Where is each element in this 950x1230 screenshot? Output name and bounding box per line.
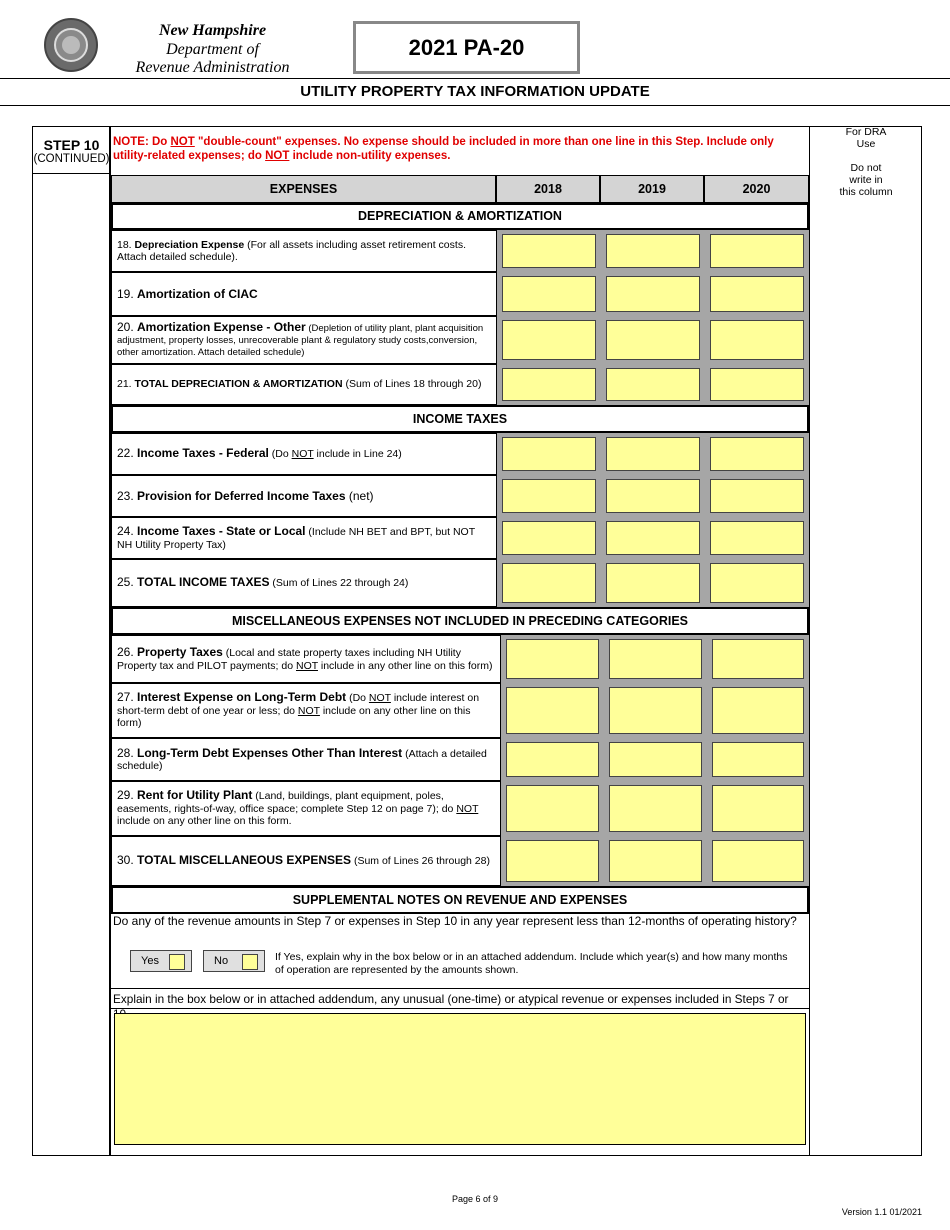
column-header-2020: 2020 [704,175,809,203]
explain-instruction: Explain in the box below or in attached addendum, any unusual (one-time) or atypical revenue or expenses included in Steps 7 or [113,992,789,1006]
line-23-title: Provision for Deferred Income Taxes [137,488,346,503]
line-26-title: Property Taxes [137,645,223,659]
line-26-2019-field[interactable] [604,635,707,683]
line-27-desc-c: include on any other line on this form) [117,704,471,730]
line-19-2019-field[interactable] [601,272,705,316]
step-label [32,126,111,174]
section-depreciation-amortization: DEPRECIATION & AMORTIZATION [111,203,809,230]
double-count-note [113,135,803,163]
line-21-num: 21. [117,378,135,391]
dra-line-2: Use [856,138,876,150]
line-22-title: Income Taxes - Federal [137,446,269,461]
line-26-not: NOT [295,659,318,672]
line-30-num: 30. [117,853,138,868]
line-29-desc-a: (Land, buildings, plant equipment, poles, easements, rights-of-way, office space; complete Step 12 on page 7); do [117,790,457,815]
line-18-num: 18. [117,238,135,251]
agency-line-1: New Hampshire [158,22,267,39]
line-20-title: Amortization Expense - Other [137,320,306,334]
line-26-num: 26. [117,645,138,659]
line-24-2019-field[interactable] [601,517,705,559]
yes-explanation-note: If Yes, explain why in the box below or in an attached addendum. Include which year(s) and how many months of operation are represented by the amounts shown. [275,951,788,976]
nh-seal-logo [44,18,98,72]
line-20-2020-field[interactable] [705,316,809,364]
line-22-2020-field[interactable] [705,433,809,475]
line-28-title: Long-Term Debt Expenses Other Than Interest [137,745,403,760]
line-23-2019-field[interactable] [601,475,705,517]
line-21-desc: (Sum of Lines 18 through 20) [342,378,482,391]
line-24-title: Income Taxes - State or Local [137,524,306,538]
line-22-desc-a: (Do [268,448,292,461]
line-30-desc: (Sum of Lines 26 through 28) [351,855,490,868]
no-label: No [214,955,229,967]
no-box[interactable] [242,954,258,970]
line-29-2020-field[interactable] [707,781,809,836]
line-28-desc: (Attach a detailed schedule) [117,747,487,772]
line-19-2018-field[interactable] [497,272,601,316]
line-24-desc: (Include NH BET and BPT, but NOT NH Utility Property Tax) [117,526,475,551]
line-18-label [111,230,497,272]
line-30-2020-field[interactable] [707,836,809,886]
supp-divider-2 [111,1008,809,1009]
section-supplemental-notes: SUPPLEMENTAL NOTES ON REVENUE AND EXPENSES [111,886,809,914]
line-27-desc-a: (Do [346,692,369,705]
line-24-num: 24. [117,524,138,538]
line-23-num: 23. [117,488,138,503]
line-29-desc-b: include on any other line on this form. [117,815,292,828]
line-24-2018-field[interactable] [497,517,601,559]
note-not-1: NOT [170,136,195,148]
line-18-2019-field[interactable] [601,230,705,272]
line-28-num: 28. [117,745,138,760]
line-18-title: Depreciation Expense [134,238,245,251]
version-label: Version 1.1 01/2021 [841,1207,922,1217]
line-26-desc-b: include in any other line on this form) [317,659,493,672]
line-25-desc: (Sum of Lines 22 through 24) [269,577,409,590]
yes-label: Yes [141,955,159,967]
note-text-2: "double-count" expenses. No expense should be included in more than one line in this Step. Include only utility-related expenses; do [113,136,774,162]
line-29-label [111,781,501,836]
line-28-2020-field[interactable] [707,738,809,781]
explanation-textarea[interactable] [114,1013,806,1145]
line-22-2018-field[interactable] [497,433,601,475]
line-20-2018-field[interactable] [497,316,601,364]
supp-divider [111,988,809,989]
line-22-num: 22. [117,446,138,461]
line-27-not-2: NOT [297,704,320,717]
line-27-not: NOT [368,692,391,705]
header-rule-top [0,78,950,79]
column-header-expenses: EXPENSES [111,175,496,203]
line-25-2019-field[interactable] [601,559,705,607]
line-19-title: Amortization of CIAC [137,286,258,301]
step-continued: (CONTINUED) [33,153,110,165]
dra-use-label [810,126,922,198]
line-27-label [111,683,501,738]
line-21-2019-field[interactable] [601,364,705,405]
line-21-title: TOTAL DEPRECIATION & AMORTIZATION [134,378,343,391]
note-text-3: include non-utility expenses. [289,150,451,162]
line-27-num: 27. [117,690,138,705]
line-23-label [111,475,497,517]
line-30-label [111,836,501,886]
line-23-desc: (net) [345,488,374,503]
yes-box[interactable] [169,954,185,970]
line-19-2020-field[interactable] [705,272,809,316]
line-19-label [111,272,497,316]
line-25-num: 25. [117,575,138,590]
agency-line-3: Revenue Administration [135,59,290,76]
page-title: UTILITY PROPERTY TAX INFORMATION UPDATE [300,83,650,100]
step-number: STEP 10 [43,137,100,153]
line-20-desc: (Depletion of utility plant, plant acquisition adjustment, property losses, unrecoverable plant & regulatory study costs,conversion, other amortization. Attach detailed schedule) [117,323,484,358]
line-25-label [111,559,497,607]
note-text-1: NOTE: Do [113,136,171,148]
line-29-2019-field[interactable] [604,781,707,836]
line-18-2020-field[interactable] [705,230,809,272]
agency-name [110,22,315,78]
section-misc-expenses: MISCELLANEOUS EXPENSES NOT INCLUDED IN PRECEDING CATEGORIES [111,607,809,635]
line-26-label [111,635,501,683]
line-25-2018-field[interactable] [497,559,601,607]
line-29-num: 29. [117,788,138,803]
line-28-2018-field[interactable] [501,738,604,781]
line-26-2018-field[interactable] [501,635,604,683]
line-18-desc: (For all assets including asset retirement costs. Attach detailed schedule). [117,238,466,263]
note-not-2: NOT [265,150,290,162]
line-26-2020-field[interactable] [707,635,809,683]
dra-line-4: write in [849,174,883,186]
line-23-2020-field[interactable] [705,475,809,517]
line-26-desc-a: (Local and state property taxes including NH Utility Property tax and PILOT payments; do [117,647,461,672]
dra-line-3: Do not [850,162,882,174]
dra-line-5: this column [839,186,893,198]
line-24-label [111,517,497,559]
section-income-taxes: INCOME TAXES [111,405,809,433]
line-22-2019-field[interactable] [601,433,705,475]
line-22-not: NOT [291,448,314,461]
line-30-2019-field[interactable] [604,836,707,886]
page-number: Page 6 of 9 [451,1194,499,1204]
dra-column-divider [809,126,810,1156]
line-27-2019-field[interactable] [604,683,707,738]
line-21-2018-field[interactable] [497,364,601,405]
line-29-title: Rent for Utility Plant [137,788,253,803]
line-21-2020-field[interactable] [705,364,809,405]
line-27-title: Interest Expense on Long-Term Debt [137,690,347,705]
column-header-2018: 2018 [496,175,600,203]
line-27-2020-field[interactable] [707,683,809,738]
line-30-2018-field[interactable] [501,836,604,886]
line-28-2019-field[interactable] [604,738,707,781]
line-21-label [111,364,497,405]
line-19-num: 19. [117,286,138,301]
line-22-desc-b: include in Line 24) [313,448,402,461]
line-30-title: TOTAL MISCELLANEOUS EXPENSES [137,853,352,868]
line-25-2020-field[interactable] [705,559,809,607]
yes-checkbox[interactable] [130,950,192,972]
form-id-box: 2021 PA-20 [353,21,580,74]
line-27-desc-b: include interest on short-term debt of one year or less; do [117,692,480,717]
line-20-num: 20. [117,320,138,334]
line-28-label [111,738,501,781]
line-27-2018-field[interactable] [501,683,604,738]
less-than-12-months-question: Do any of the revenue amounts in Step 7 or expenses in Step 10 in any year represent less than 12-months of operating history? [113,914,797,928]
line-18-2018-field[interactable] [497,230,601,272]
no-checkbox[interactable] [203,950,265,972]
line-22-label [111,433,497,475]
line-29-2018-field[interactable] [501,781,604,836]
column-header-2019: 2019 [600,175,704,203]
dra-line-1: For DRA [845,126,887,138]
header-rule-bottom [0,105,950,106]
line-29-not: NOT [456,802,479,815]
line-24-2020-field[interactable] [705,517,809,559]
agency-line-2: Department of [166,40,259,58]
line-23-2018-field[interactable] [497,475,601,517]
line-20-label [111,316,497,364]
line-25-title: TOTAL INCOME TAXES [137,575,270,590]
line-20-2019-field[interactable] [601,316,705,364]
